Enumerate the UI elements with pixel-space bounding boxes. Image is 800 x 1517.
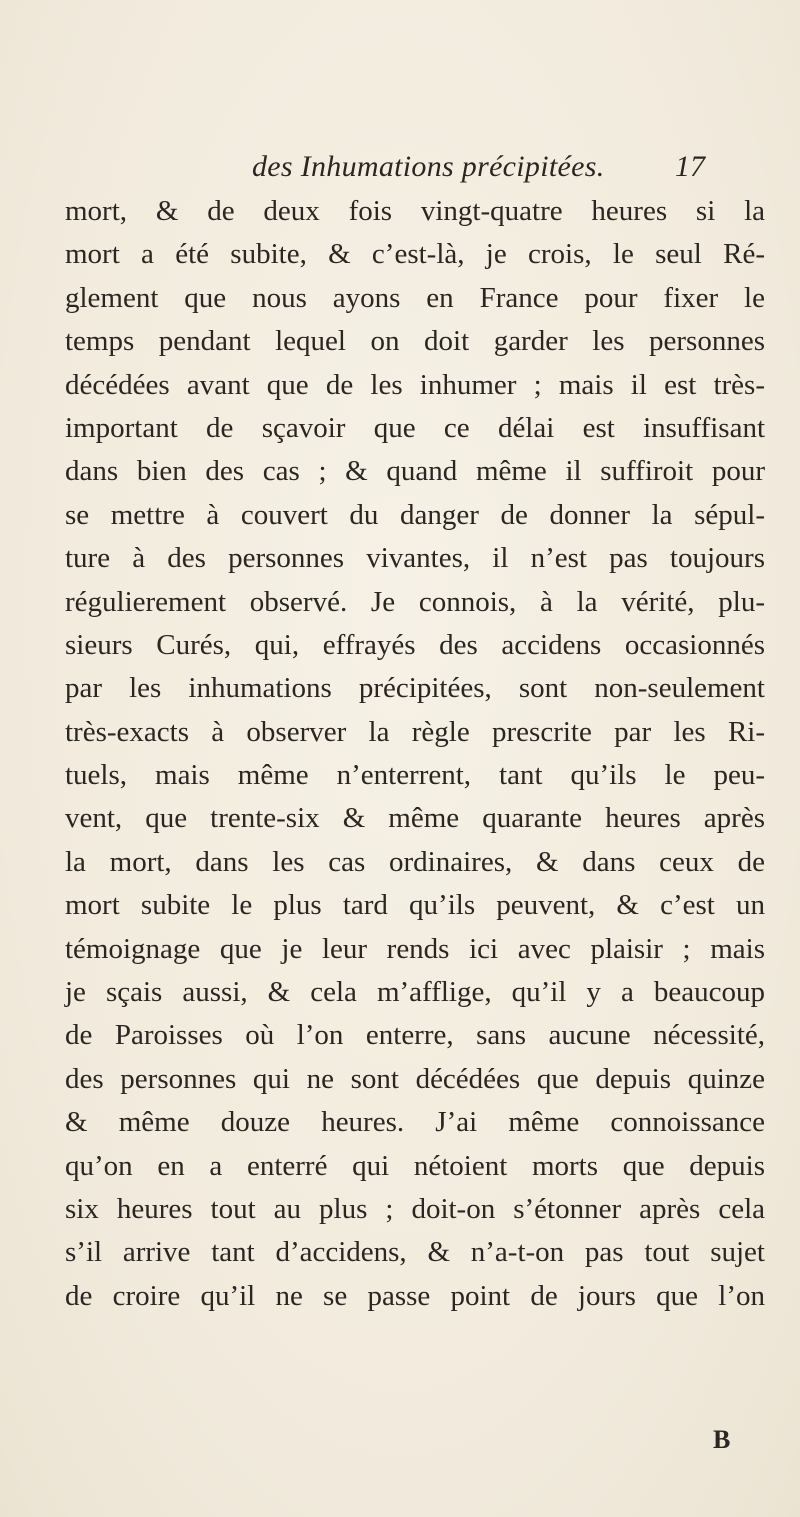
text-line: glement que nous ayons en France pour fixer le	[65, 281, 765, 314]
text-line: s’il arrive tant d’accidens, & n’a-t-on pas tout sujet	[65, 1236, 765, 1269]
text-line: mort subite le plus tard qu’ils peuvent, & c’est un	[65, 889, 765, 922]
text-line: témoignage que je leur rends ici avec plaisir ; mais	[65, 932, 765, 965]
text-line: qu’on en a enterré qui nétoient morts que depuis	[65, 1149, 765, 1182]
text-line: décédées avant que de les inhumer ; mais il est très-	[65, 368, 765, 401]
text-line: très-exacts à observer la règle prescrite par les Ri-	[65, 715, 765, 748]
text-line: temps pendant lequel on doit garder les personnes	[65, 325, 765, 358]
text-line: important de sçavoir que ce délai est insuffisant	[65, 411, 765, 444]
text-line: régulierement observé. Je connois, à la vérité, plu-	[65, 585, 765, 618]
text-line: la mort, dans les cas ordinaires, & dans ceux de	[65, 845, 765, 878]
text-line: vent, que trente-six & même quarante heures après	[65, 802, 765, 835]
body-text	[65, 190, 765, 1318]
text-line: & même douze heures. J’ai même connoissance	[65, 1106, 765, 1139]
text-line: tuels, mais même n’enterrent, tant qu’ils le peu-	[65, 759, 765, 792]
signature-mark: B	[713, 1425, 731, 1454]
page-header	[240, 150, 705, 190]
text-line: de croire qu’il ne se passe point de jours que l’on	[65, 1279, 765, 1312]
text-line: par les inhumations précipitées, sont non-seulement	[65, 672, 765, 705]
text-line: se mettre à couvert du danger de donner la sépul-	[65, 498, 765, 531]
page-number: 17	[675, 150, 705, 183]
text-line: sieurs Curés, qui, effrayés des accidens occasionnés	[65, 628, 765, 661]
text-line: dans bien des cas ; & quand même il suffiroit pour	[65, 455, 765, 488]
text-line: des personnes qui ne sont décédées que depuis quinze	[65, 1062, 765, 1095]
text-line: mort a été subite, & c’est-là, je crois, le seul Ré-	[65, 238, 765, 271]
text-line: mort, & de deux fois vingt-quatre heures si la	[65, 195, 765, 227]
text-line: six heures tout au plus ; doit-on s’étonner après cela	[65, 1192, 765, 1225]
running-title: des Inhumations précipitées.	[252, 150, 605, 183]
text-line: je sçais aussi, & cela m’afflige, qu’il y a beaucoup	[65, 976, 765, 1009]
text-line: ture à des personnes vivantes, il n’est pas toujours	[65, 542, 765, 575]
text-line: de Paroisses où l’on enterre, sans aucune nécessité,	[65, 1019, 765, 1052]
